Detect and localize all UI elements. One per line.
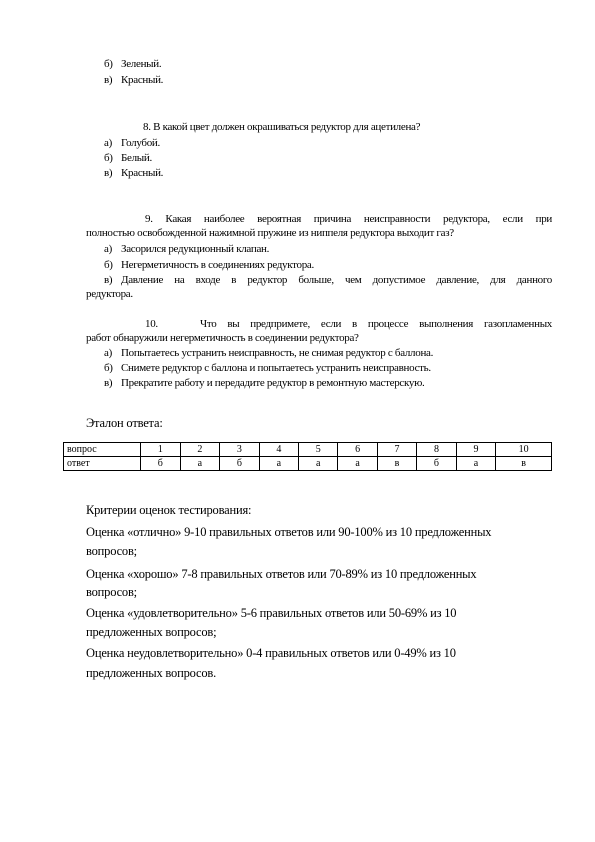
option-text: Снимете редуктор с баллона и попытаетесь устранить неисправность.	[121, 362, 431, 374]
option-marker: б)	[104, 152, 113, 164]
question-number-cell: 4	[259, 443, 298, 457]
q9-option-c-line2: редуктора.	[86, 288, 133, 300]
option-marker: а)	[104, 243, 112, 255]
option-marker: б)	[104, 58, 113, 70]
answer-cell: б	[220, 457, 260, 471]
option-marker: в)	[104, 74, 113, 86]
option-marker: в)	[104, 274, 113, 286]
answer-cell: а	[259, 457, 298, 471]
question-number-cell: 8	[417, 443, 457, 457]
option-text: Засорился редукционный клапан.	[121, 243, 270, 255]
q10-question-line1: Что вы предпримете, если в процессе выполнения газопламенных	[200, 318, 552, 330]
grade-excellent-line1: Оценка «отлично» 9-10 правильных ответов или 90-100% из 10 предложенных	[86, 525, 492, 539]
option-text: Красный.	[121, 74, 164, 86]
question-number-cell: 3	[220, 443, 260, 457]
option-text: Белый.	[121, 152, 152, 164]
grade-satisfactory-line1: Оценка «удовлетворительно» 5-6 правильных ответов или 50-69% из 10	[86, 606, 457, 620]
q9-question-line2: полностью освобожденной нажимной пружине из ниппеля редуктора выходит газ?	[86, 227, 454, 239]
q8-option-a	[104, 137, 160, 150]
question-number-cell: 10	[496, 443, 552, 457]
grade-good-line1: Оценка «хорошо» 7-8 правильных ответов или 70-89% из 10 предложенных	[86, 567, 477, 581]
option-marker: в)	[104, 167, 113, 179]
answer-key-title: Эталон ответа:	[86, 416, 163, 430]
option-text: Давление на входе в редуктор больше, чем допустимое давление, для данного	[121, 274, 552, 286]
option-text: Прекратите работу и передадите редуктор в ремонтную мастерскую.	[121, 377, 425, 389]
q9-option-b	[104, 259, 314, 272]
answer-cell: в	[496, 457, 552, 471]
grade-good-line2: вопросов;	[86, 585, 137, 599]
grade-unsatisfactory-line2: предложенных вопросов.	[86, 666, 217, 680]
row-header-answer: ответ	[64, 457, 141, 471]
option-marker: б)	[104, 259, 113, 271]
q10-number: 10.	[145, 318, 158, 330]
answer-cell: а	[456, 457, 495, 471]
answer-key-table	[63, 442, 552, 471]
criteria-title: Критерии оценок тестирования:	[86, 503, 252, 517]
q10-option-a	[104, 347, 433, 360]
answer-cell: а	[299, 457, 338, 471]
q8-question: 8. В какой цвет должен окрашиваться редуктор для ацетилена?	[143, 121, 421, 133]
question-number-cell: 7	[377, 443, 416, 457]
question-number-cell: 5	[299, 443, 338, 457]
option-text: Голубой.	[121, 137, 160, 149]
q9-question-line1: 9. Какая наиболее вероятная причина неисправности редуктора, если при	[145, 213, 552, 225]
question-number-cell: 1	[141, 443, 181, 457]
option-text: Негерметичность в соединениях редуктора.	[121, 259, 314, 271]
option-marker: а)	[104, 137, 112, 149]
q10-question-line2: работ обнаружили негерметичность в соединении редуктора?	[86, 332, 359, 344]
table-row	[64, 443, 552, 457]
question-number-cell: 6	[338, 443, 377, 457]
option-marker: б)	[104, 362, 113, 374]
answer-cell: б	[141, 457, 181, 471]
q9-option-c-line1	[104, 274, 552, 287]
answer-cell: а	[338, 457, 377, 471]
option-marker: а)	[104, 347, 112, 359]
grade-excellent-line2: вопросов;	[86, 544, 137, 558]
grade-unsatisfactory-line1: Оценка неудовлетворительно» 0-4 правильных ответов или 0-49% из 10	[86, 646, 456, 660]
q7-option-c	[104, 74, 163, 87]
question-number-cell: 2	[180, 443, 219, 457]
answer-cell: б	[417, 457, 457, 471]
answer-cell: в	[377, 457, 416, 471]
table-row	[64, 457, 552, 471]
q10-option-c	[104, 377, 424, 390]
option-marker: в)	[104, 377, 113, 389]
row-header-question: вопрос	[64, 443, 141, 457]
q8-option-c	[104, 167, 163, 180]
grade-satisfactory-line2: предложенных вопросов;	[86, 625, 217, 639]
question-number-cell: 9	[456, 443, 495, 457]
option-text: Красный.	[121, 167, 164, 179]
q8-option-b	[104, 152, 152, 165]
option-text: Зеленый.	[121, 58, 162, 70]
q7-option-b	[104, 58, 161, 71]
q9-option-a	[104, 243, 269, 256]
option-text: Попытаетесь устранить неисправность, не снимая редуктор с баллона.	[121, 347, 434, 359]
q10-option-b	[104, 362, 431, 375]
answer-cell: а	[180, 457, 219, 471]
